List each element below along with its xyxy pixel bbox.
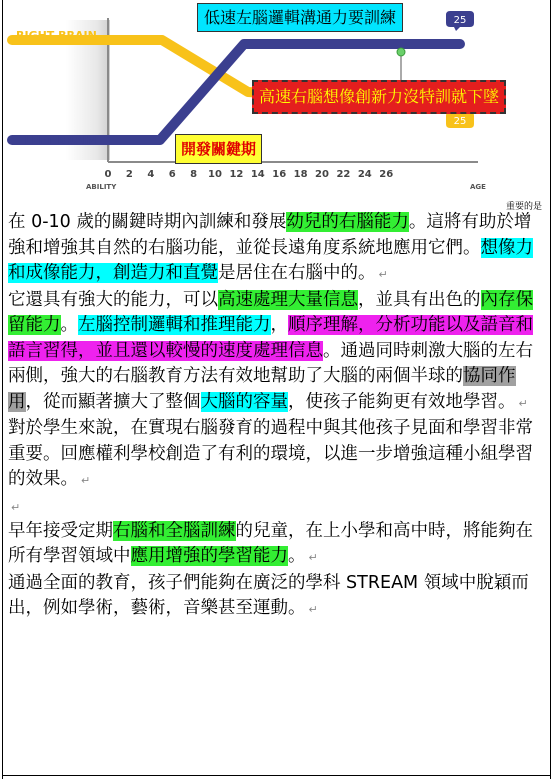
- left-brain-label: LEFT BRAIN: [24, 134, 97, 147]
- p1-text-e: 是居住在右腦中的。: [218, 263, 376, 283]
- callout-critical-period[interactable]: 開發關鍵期: [175, 134, 262, 164]
- page-border-right: [550, 0, 551, 779]
- p3-text: 對於學生來說，在實現右腦發育的過程中與其他孩子見面和學習非常重要。回應權利學校創造了有利的環境，以進一步增強這種小組學習的效果。: [8, 418, 533, 489]
- x-tick-label: 24: [357, 169, 372, 180]
- x-tick-label: 12: [229, 169, 244, 180]
- badge-bottom-text: 25: [453, 116, 467, 127]
- p2-highlight-sequential: 順序理解，分析功能以及語音和語言習得，並且還以較慢的速度處理信息: [8, 315, 533, 361]
- page-border-bottom: [2, 775, 551, 776]
- x-tick-label: 20: [315, 169, 329, 180]
- paragraph-mark: ↵: [378, 268, 388, 281]
- p4-text-a: 早年接受定期: [8, 520, 113, 541]
- x-axis-ticks: [105, 169, 394, 180]
- paragraph-2: [8, 288, 542, 417]
- x-tick-label: 6: [168, 169, 176, 180]
- x-tick-label: 26: [379, 169, 394, 180]
- small-note: 重要的是: [505, 202, 542, 212]
- paragraph-mark: ↵: [308, 551, 318, 564]
- p2-highlight-synergy: 協同作用: [8, 366, 516, 412]
- paragraph-1: [8, 210, 542, 288]
- rotate-handle[interactable]: [397, 48, 405, 56]
- p2-text-i: 。通過同時刺激大腦的左右兩側，強大的右腦教育方法有效地幫助了大腦的兩個半球的: [8, 340, 533, 386]
- x-tick-label: 10: [208, 169, 222, 180]
- callout-left-brain-training[interactable]: 低速左腦邏輯溝通力要訓練: [197, 3, 403, 32]
- x-axis-label-ability: ABILITY: [86, 183, 117, 191]
- x-tick-label: 14: [250, 169, 265, 180]
- badge-top-text: 25: [453, 15, 467, 26]
- p1-highlight-right-brain: 幼兒的右腦能力: [286, 212, 409, 232]
- paragraph-mark: ↵: [81, 474, 91, 487]
- p2-highlight-left-brain: 左腦控制邏輯和推理能力: [78, 315, 271, 335]
- badge-top: [446, 11, 474, 31]
- p2-text-m: ，使孩子能夠更有效地學習。: [288, 391, 516, 412]
- paragraph-mark: ↵: [518, 396, 528, 410]
- p2-highlight-capacity: 大腦的容量: [200, 391, 288, 412]
- x-axis-label-age: AGE: [470, 183, 486, 191]
- p1-text-c: 。這將有助於增強和增強其自然的右腦功能，並從長遠角度系統地應用它們。: [8, 212, 532, 258]
- p4-text-e: 。: [288, 546, 306, 566]
- paragraph-5: [8, 571, 542, 623]
- p5-text: 通過全面的教育，孩子們能夠在廣泛的學科 STREAM 領域中脫穎而出，例如學術，藝術，音樂甚至運動。: [8, 572, 529, 618]
- p2-text-a: 它還具有強大的能力，可以: [8, 289, 218, 310]
- paragraph-4: [8, 519, 542, 571]
- paragraph-mark: ↵: [308, 603, 318, 616]
- p4-text-c: 的兒童，在上小學和高中時，將能夠在所有學習領域中: [8, 520, 533, 566]
- x-tick-label: 4: [147, 169, 155, 180]
- right-brain-label: RIGHT BRAIN: [16, 29, 97, 42]
- badge-bottom: [446, 112, 474, 128]
- p2-text-e: 。: [60, 315, 78, 335]
- p2-text-g: ，: [270, 315, 288, 335]
- x-tick-label: 22: [336, 169, 351, 180]
- article-body: [8, 210, 542, 623]
- p2-text-c: ，並具有出色的: [358, 289, 481, 310]
- paragraph-mark: ↵: [11, 500, 21, 514]
- p1-highlight-imagination: 想像力和成像能力，創造力和直覺: [8, 237, 533, 283]
- paragraph-3: [8, 416, 542, 494]
- callout-right-brain-decline[interactable]: 高速右腦想像創新力沒特訓就下墜: [252, 80, 506, 114]
- x-tick-label: 2: [125, 169, 133, 180]
- x-tick-label: 16: [272, 169, 287, 180]
- p2-highlight-processing: 高速處理大量信息: [218, 289, 358, 310]
- p1-text-a: 在 0-10 歲的關鍵時期內訓練和發展: [8, 212, 287, 232]
- x-tick-label: 0: [104, 169, 112, 180]
- blank-paragraph: [8, 494, 542, 519]
- p4-highlight-learning: 應用增強的學習能力: [130, 546, 288, 566]
- p2-highlight-memory: 內存保留能力: [8, 289, 533, 335]
- p2-text-k: ，從而顯著擴大了整個: [25, 391, 201, 412]
- x-tick-label: 8: [190, 169, 198, 180]
- p4-highlight-training: 右腦和全腦訓練: [113, 520, 236, 541]
- page-border-left: [2, 0, 3, 779]
- x-tick-label: 18: [293, 169, 308, 180]
